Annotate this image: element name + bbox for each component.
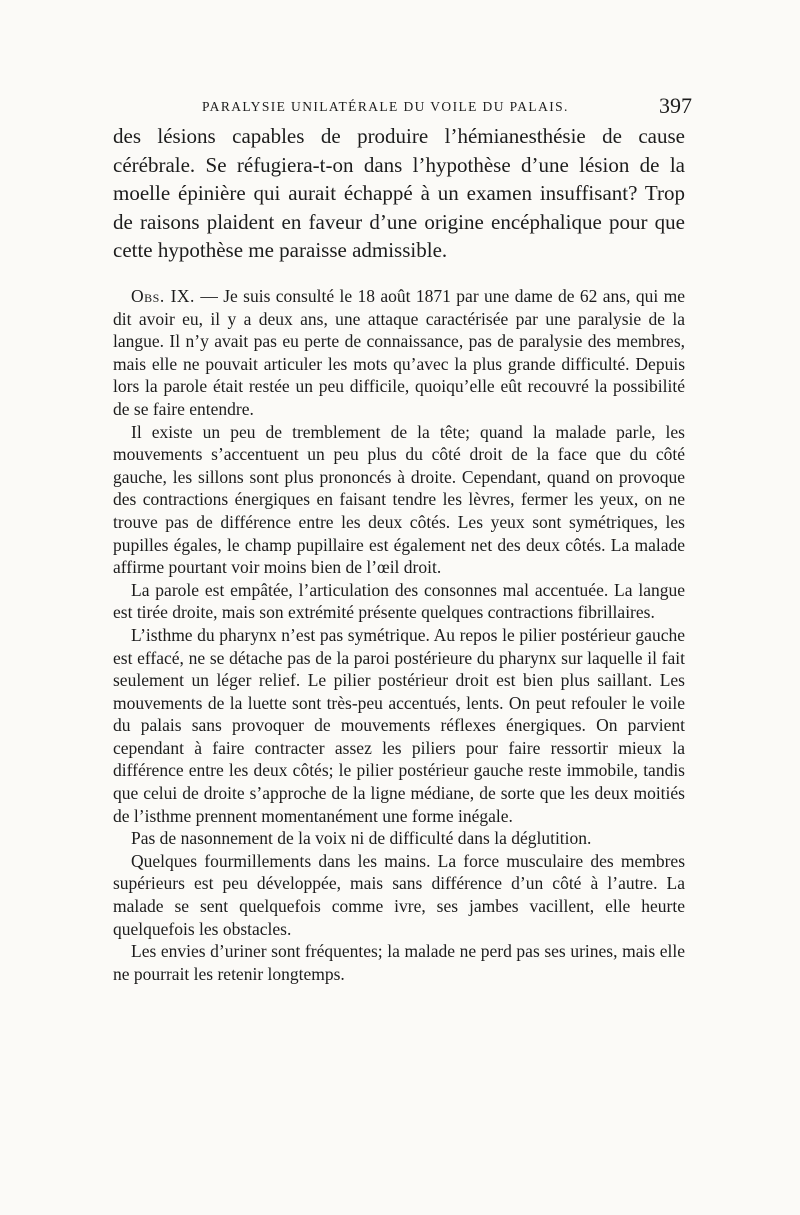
intro-paragraph: des lésions capables de produire l’hémianesthésie de cause cérébrale. Se réfugiera-t-on dans l’hypothèse d’une lésion de la moelle épinière qui aurait échappé à un examen insuffisant? Trop de raisons plaident en faveur d’une origine encéphalique pour que cette hypothèse me paraisse admissible. <box>113 124 685 263</box>
page-number: 397 <box>659 93 692 118</box>
intro-paragraph-block <box>113 122 685 265</box>
obs-paragraph-5: Pas de nasonnement de la voix ni de difficulté dans la déglutition. <box>131 828 592 849</box>
obs-paragraph-1 <box>113 285 685 421</box>
running-title: PARALYSIE UNILATÉRALE DU VOILE DU PALAIS. <box>202 99 569 114</box>
obs-paragraph-7: Les envies d’uriner sont fréquentes; la malade ne perd pas ses urines, mais elle ne pourrait les retenir longtemps. <box>113 941 685 984</box>
obs-paragraph-4: L’isthme du pharynx n’est pas symétrique. Au repos le pilier postérieur gauche est effacé, ne se détache pas de la paroi postérieure du pharynx sur laquelle il fait seulement un léger relief. Le pilier postérieur droit est bien plus saillant. Les mouvements de la luette sont très-peu accentués, lents. On peut refouler le voile du palais sans provoquer de mouvements réflexes énergiques. On parvient cependant à faire contracter assez les piliers pour faire ressortir mieux la différence entre les deux côtés; le pilier postérieur gauche reste immobile, tandis que celui de droite s’approche de la ligne médiane, de sorte que les deux moitiés de l’isthme prennent momentanément une forme inégale. <box>113 624 685 826</box>
running-head <box>110 93 692 120</box>
obs-paragraph-6: Quelques fourmillements dans les mains. La force musculaire des membres supérieurs est peu développée, mais sans différence d’un côté à l’autre. La malade se sent quelquefois comme ivre, ses jambes vacillent, elle heurte quelquefois les obstacles. <box>113 850 685 939</box>
obs-paragraph-1-text: — Je suis consulté le 18 août 1871 par une dame de 62 ans, qui me dit avoir eu, il y a deux ans, une attaque caractérisée par une paralysie de la langue. Il n’y avait pas eu perte de connaissance, pas de paralysie des membres, mais elle ne pouvait articuler les mots qu’avec la plus grande difficulté. Depuis lors la parole était restée un peu difficile, quoiqu’elle eût recouvré la possibilité de se faire entendre. <box>113 286 686 419</box>
obs-paragraph-2: Il existe un peu de tremblement de la tête; quand la malade parle, les mouvements s’accentuent un peu plus du côté droit de la face que du côté gauche, les sillons sont plus prononcés à droite. Cependant, quand on provoque des contractions énergiques en faisant tendre les lèvres, fermer les yeux, on ne trouve pas de différence entre les deux côtés. Les yeux sont symétriques, les pupilles égales, le champ pupillaire est également net des deux côtés. La malade affirme pourtant voir moins bien de l’œil droit. <box>113 421 685 578</box>
obs-paragraph-3: La parole est empâtée, l’articulation des consonnes mal accentuée. La langue est tirée droite, mais son extrémité présente quelques contractions fibrillaires. <box>113 579 685 623</box>
observation-block <box>113 285 685 985</box>
obs-label: Obs. IX. <box>131 286 195 306</box>
